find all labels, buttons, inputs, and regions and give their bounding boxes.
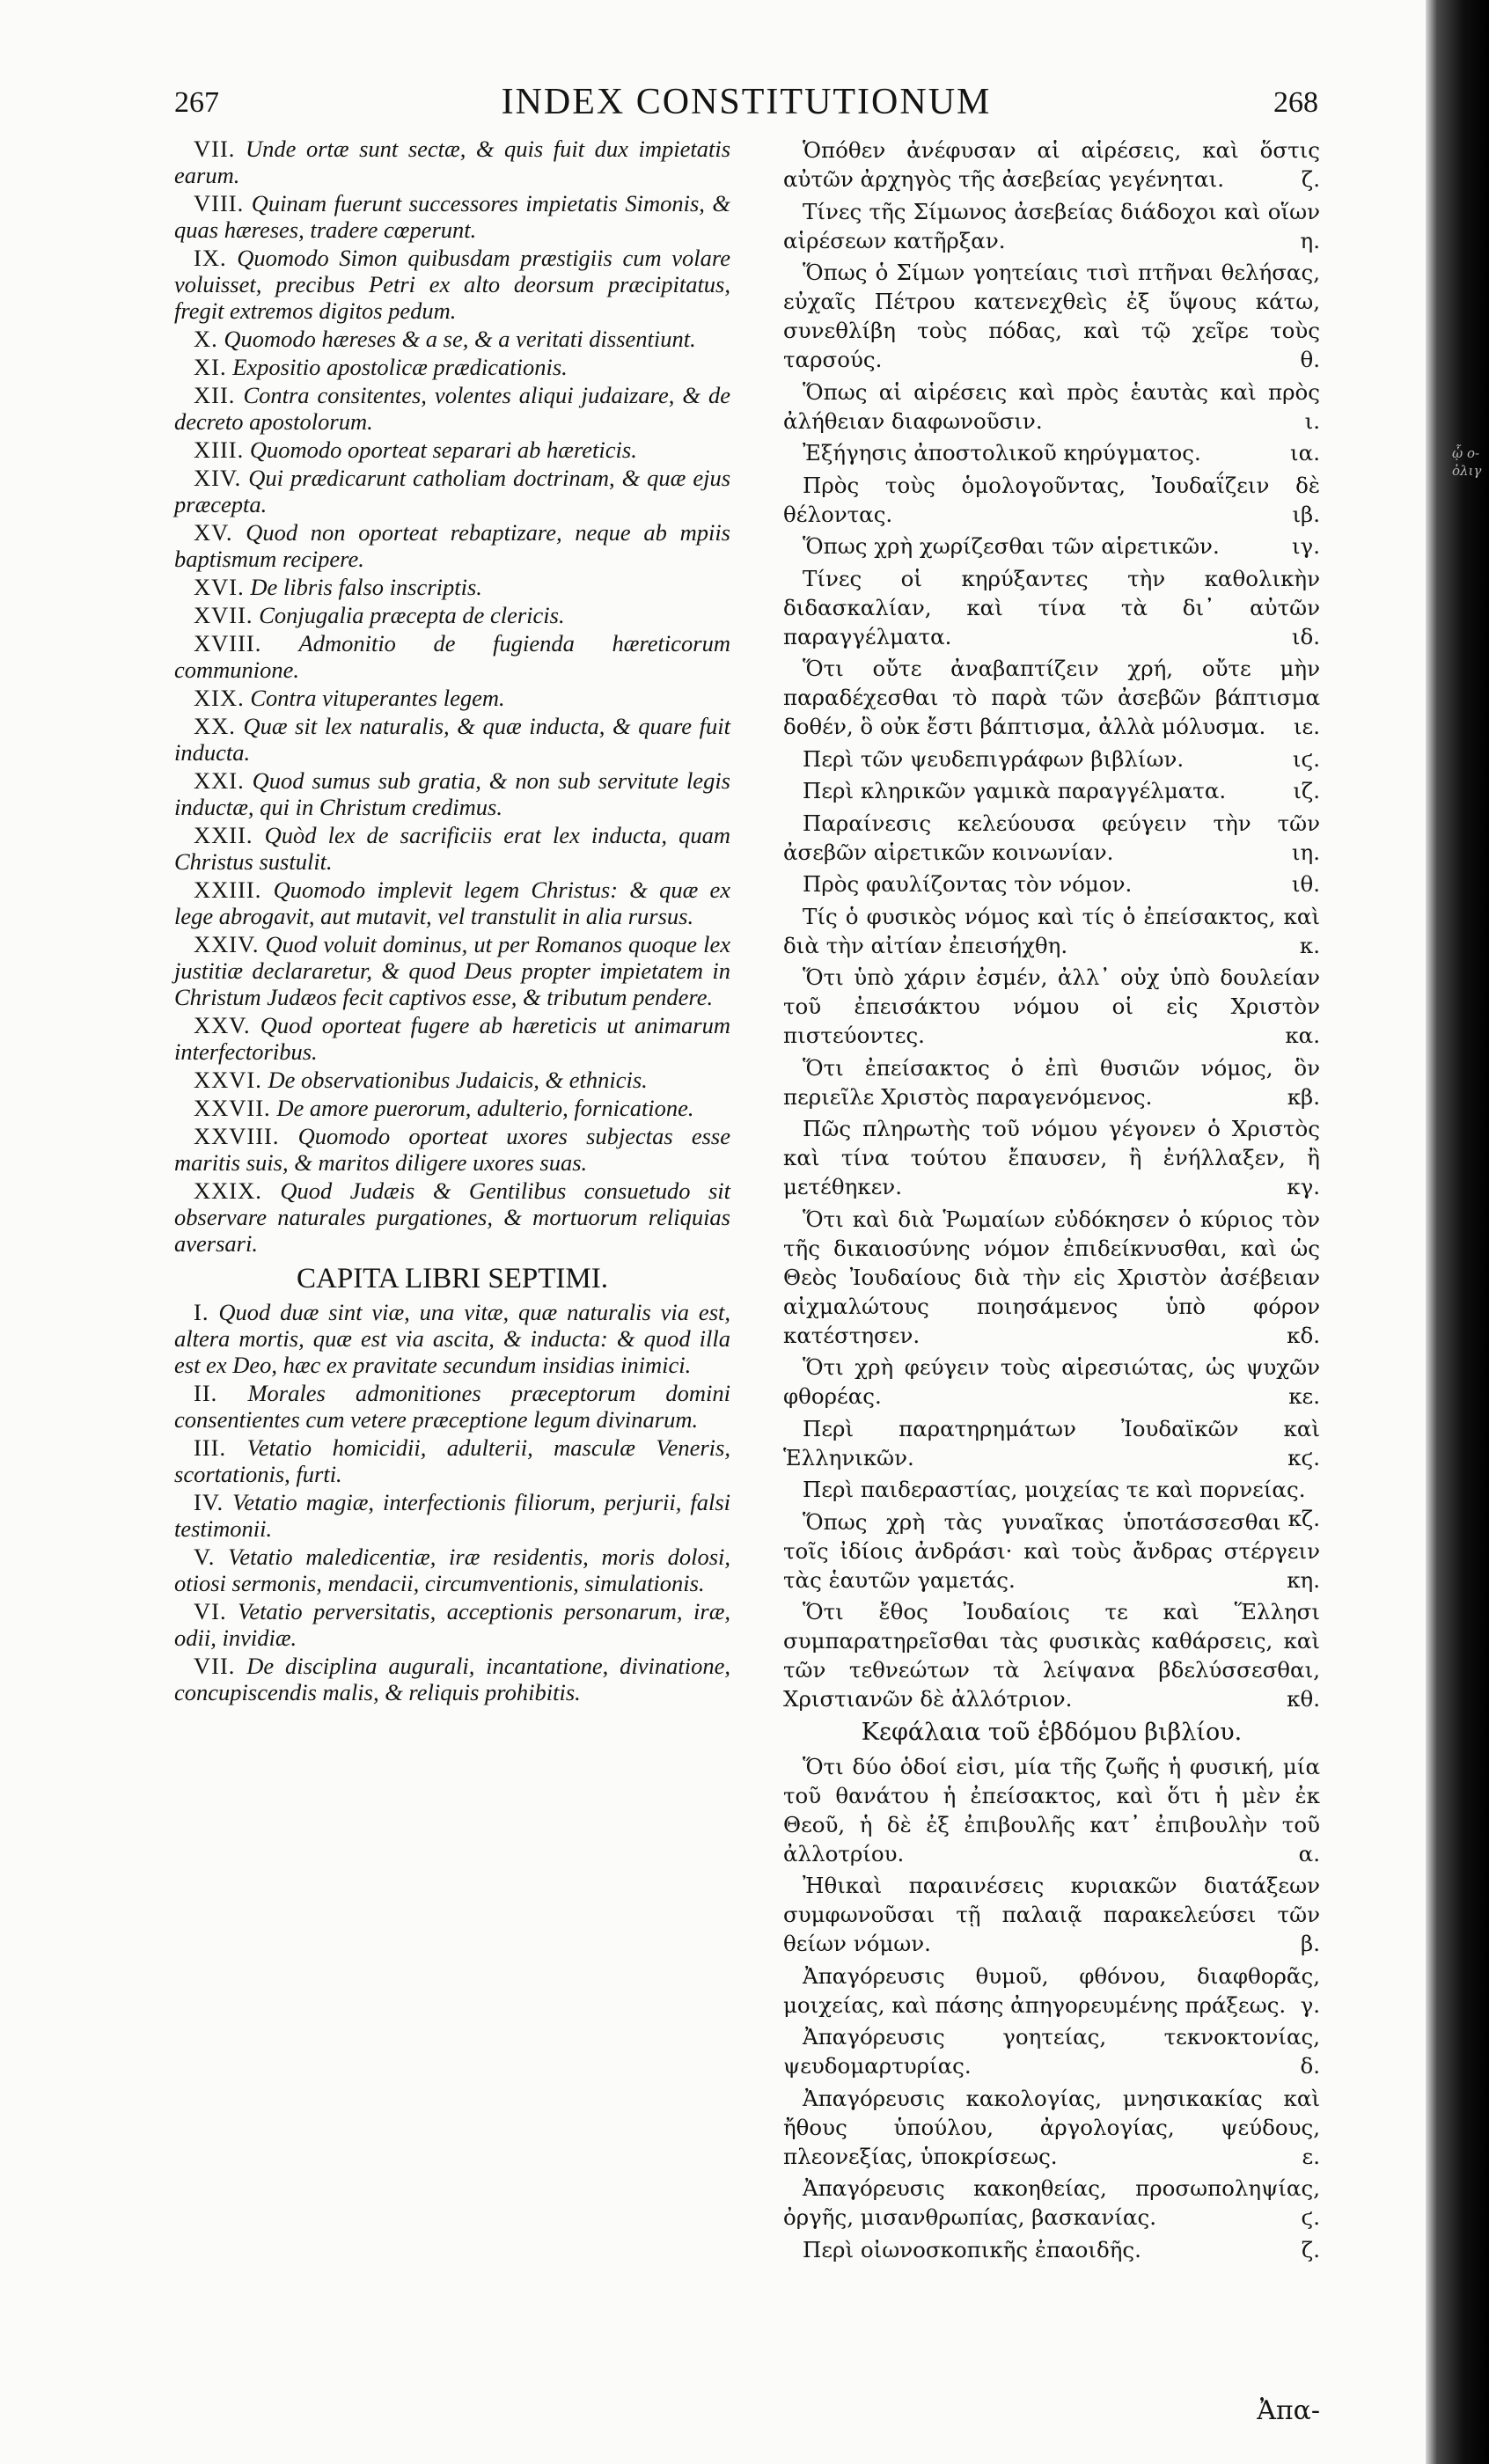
entry-text: Quod voluit dominus, ut per Romanos quoque lex justitiæ declararetur, & quod Deus propter impietatem in Christum Judæos fecit captivos esse, & tributum pendere. <box>174 931 731 1010</box>
entry-text: De observationibus Judaicis, & ethnicis. <box>268 1067 648 1093</box>
latin-entry <box>174 1653 730 1705</box>
entry-text: Qui prædicarunt catholiam doctrinam, & quæ ejus præcepta. <box>174 465 731 517</box>
entry-number: ιζ. <box>1293 778 1320 803</box>
entry-number: XXII. <box>194 822 253 848</box>
latin-entry <box>174 685 730 711</box>
greek-entry <box>783 258 1320 374</box>
greek-entry <box>783 1353 1320 1411</box>
entry-number: ε. <box>1302 2143 1320 2169</box>
entry-text: Quinam fuerunt successores impietatis Simonis, & quas hæreses, tradere cœperunt. <box>174 190 730 243</box>
entry-number: XX. <box>194 713 236 739</box>
entry-text: Conjugalia præcepta de clericis. <box>259 602 565 628</box>
greek-entry <box>783 197 1320 255</box>
entry-number: κβ. <box>1287 1083 1320 1110</box>
entry-number: ιδ. <box>1291 623 1320 649</box>
entry-number: V. <box>194 1544 216 1570</box>
entry-number: β. <box>1301 1931 1320 1956</box>
entry-number: X. <box>194 326 218 352</box>
entry-text: Ὁπόθεν ἀνέφυσαν αἱ αἱρέσεις, καὶ ὅστις αὐτῶν ἀρχηγὸς τῆς ἀσεβείας γεγένηται. <box>783 137 1320 192</box>
greek-entry <box>783 438 1320 467</box>
latin-column <box>174 136 730 1707</box>
latin-entry <box>174 1598 730 1651</box>
greek-entry <box>783 136 1320 194</box>
entry-text: Ὅπως αἱ αἱρέσεις καὶ πρὸς ἑαυτὰς καὶ πρὸς ἀλήθειαν διαφωνοῦσιν. <box>783 378 1320 434</box>
greek-entry <box>783 1053 1320 1111</box>
entry-number: κα. <box>1285 1023 1320 1048</box>
entry-number: XXI. <box>194 767 245 794</box>
entry-text: Vetatio maledicentiæ, iræ residentis, moris dolosi, otiosi sermonis, mendacii, circumventionis, simulationis. <box>174 1544 730 1596</box>
entry-text: Quòd lex de sacrificiis erat lex inducta, quam Christus sustulit. <box>174 822 731 875</box>
greek-entry <box>783 1752 1320 1868</box>
entry-text: Ὅτι καὶ διὰ Ῥωμαίων εὐδόκησεν ὁ κύριος τὸν τῆς δικαιοσύνης νόμον ἐπιδείκνυσθαι, καὶ ὡς Θεὸς Ἰουδαίους διὰ τὴν εἰς Χριστὸν ἀσέβειαν αἰχμαλώτους ποιησάμενος ὑπὸ φόρον κατέστησεν. <box>783 1206 1320 1348</box>
entry-text: Quod oporteat fugere ab hæreticis ut animarum interfectoribus. <box>174 1012 730 1065</box>
entry-text: Quomodo oporteat separari ab hæreticis. <box>249 436 637 463</box>
greek-entry <box>783 1414 1320 1472</box>
entry-number: XVIII. <box>194 630 262 656</box>
entry-number: XIII. <box>194 436 245 463</box>
entry-text: Ἀπαγόρευσις θυμοῦ, φθόνου, διαφθορᾶς, μοιχείας, καὶ πάσης ἀπηγορευμένης πράξεως. <box>783 1962 1320 2018</box>
latin-entry <box>174 1095 730 1121</box>
entry-number: XXIX. <box>194 1177 262 1204</box>
entry-number: XXVIII. <box>194 1123 280 1149</box>
latin-entry <box>174 1067 730 1093</box>
latin-entry <box>174 436 730 463</box>
latin-entry <box>174 354 730 380</box>
greek-entry <box>783 744 1320 774</box>
entry-number: ιε. <box>1293 714 1320 739</box>
entry-number: ζ. <box>1301 166 1320 192</box>
greek-entry <box>783 2022 1320 2080</box>
greek-entry <box>783 1475 1320 1531</box>
entry-text: Παραίνεσις κελεύουσα φεύγειν τὴν τῶν ἀσεβῶν αἱρετικῶν κοινωνίαν. <box>783 810 1320 865</box>
latin-entry <box>174 190 730 243</box>
entry-text: Ὅπως ὁ Σίμων γοητείαις τισὶ πτῆναι θελήσας, εὐχαῖς Πέτρου κατενεχθεὶς ἐξ ὕψους κάτω, συνεθλίβη τοὺς πόδας, καὶ τῷ χεῖρε τοὺς ταρσούς. <box>783 260 1320 372</box>
entry-number: ιγ. <box>1291 533 1320 559</box>
facing-page-edge <box>1426 0 1489 2464</box>
entry-number: α. <box>1298 1840 1320 1866</box>
entry-text: Vetatio perversitatis, acceptionis personarum, iræ, odii, invidiæ. <box>174 1598 730 1651</box>
latin-entry <box>174 326 730 352</box>
entry-number: XXVI. <box>194 1067 262 1093</box>
right-page-number: 268 <box>1273 86 1318 119</box>
entry-number: γ. <box>1300 1991 1320 2018</box>
entry-number: κθ. <box>1287 1686 1320 1712</box>
latin-entry <box>174 767 730 820</box>
greek-entry <box>783 471 1320 529</box>
latin-section-heading: CAPITA LIBRI SEPTIMI. <box>297 1263 608 1294</box>
latin-entry <box>174 519 730 572</box>
entry-text: Morales admonitiones præceptorum domini consentientes cum vetere præceptione legum divinarum. <box>174 1380 731 1433</box>
entry-text: Admonitio de fugienda hæreticorum communione. <box>174 630 730 683</box>
entry-text: Ἐξήγησις ἀποστολικοῦ κηρύγματος. <box>803 440 1201 466</box>
entry-text: Vetatio magiæ, interfectionis filiorum, perjurii, falsi testimonii. <box>174 1489 730 1542</box>
latin-entry <box>174 876 730 929</box>
entry-text: Ὅτι χρὴ φεύγειν τοὺς αἱρεσιώτας, ὡς ψυχῶν φθορέας. <box>783 1354 1320 1409</box>
entry-number: III. <box>194 1434 227 1461</box>
greek-entry <box>783 902 1320 960</box>
entry-text: Ὅτι ἔθος Ἰουδαίοις τε καὶ Ἕλλησι συμπαρατηρεῖσθαι τὰς φυσικὰς καθάρσεις, καὶ τῶν τεθνεώτων τὰ λείψανα βδελύσσεσθαι, Χριστιανῶν δὲ ἀλλότριον. <box>783 1599 1320 1712</box>
latin-entry <box>174 382 730 435</box>
entry-text: Unde ortæ sunt sectæ, & quis fuit dux impietatis earum. <box>174 136 731 188</box>
greek-section-heading: Κεφάλαια τοῦ ἑβδόμου βιβλίου. <box>861 1718 1243 1746</box>
entry-text: Quod duæ sint viæ, una vitæ, quæ naturalis via est, altera mortis, quæ est via ascita, & inducta: & quod illa est ex Deo, hæc ex pravitate secundum insidias inimici. <box>174 1299 730 1378</box>
entry-number: VII. <box>194 1653 236 1679</box>
entry-text: Ἠθικαὶ παραινέσεις κυριακῶν διατάξεων συμφωνοῦσαι τῇ παλαιᾷ παρακελεύσει τῶν θείων νόμων. <box>783 1873 1320 1956</box>
entry-number: θ. <box>1300 347 1320 372</box>
entry-text: Quomodo oporteat uxores subjectas esse maritis suis, & maritos diligere uxores suas. <box>174 1123 731 1176</box>
entry-text: Quod sumus sub gratia, & non sub servitute legis inductæ, qui in Christum credimus. <box>174 767 730 820</box>
entry-number: XI. <box>194 354 227 380</box>
entry-text: Ὅτι οὔτε ἀναβαπτίζειν χρή, οὔτε μὴν παραδέχεσθαι τὸ παρὰ τῶν ἀσεβῶν βάπτισμα δοθέν, ὃ οὐκ ἔστι βάπτισμα, ἀλλὰ μόλυσμα. <box>783 656 1320 739</box>
entry-number: η. <box>1300 227 1320 253</box>
entry-number: κε. <box>1288 1383 1320 1409</box>
entry-number: XXIII. <box>194 876 262 903</box>
entry-number: II. <box>194 1380 218 1406</box>
entry-number: XXIV. <box>194 931 260 957</box>
entry-number: VI. <box>194 1598 227 1624</box>
facing-page-bleed-text: ᾧ ο- ὀλιγ <box>1452 445 1482 479</box>
entry-text: Contra vituperantes legem. <box>250 685 505 711</box>
latin-entry <box>174 1012 730 1065</box>
entry-text: Ὅτι ἐπείσακτος ὁ ἐπὶ θυσιῶν νόμος, ὃν περιεῖλε Χριστὸς παραγενόμενος. <box>783 1054 1320 1110</box>
greek-entry <box>783 654 1320 741</box>
latin-entry <box>174 1380 730 1433</box>
entry-text: Quomodo implevit legem Christus: & quæ ex lege abrogavit, aut mutavit, vel transtulit in alia rursus. <box>174 876 731 929</box>
greek-entry <box>783 963 1320 1050</box>
greek-column <box>783 136 1320 2267</box>
entry-number: VII. <box>194 136 236 162</box>
latin-entry <box>174 822 730 875</box>
latin-entry <box>174 574 730 600</box>
entry-number: κϛ. <box>1287 1444 1320 1470</box>
latin-entries-book-seven <box>174 1299 730 1705</box>
greek-entry <box>783 1597 1320 1713</box>
greek-entry <box>783 378 1320 436</box>
latin-entry <box>174 1123 730 1176</box>
entry-number: κη. <box>1287 1566 1320 1593</box>
entry-number: ιβ. <box>1292 501 1320 527</box>
greek-entry <box>783 2235 1320 2264</box>
entry-text: Περὶ παρατηρημάτων Ἰουδαϊκῶν καὶ Ἑλληνικῶν. <box>783 1415 1320 1470</box>
entry-text: Contra consitentes, volentes aliqui judaizare, & de decreto apostolorum. <box>174 382 731 435</box>
entry-text: Ἀπαγόρευσις κακολογίας, μνησικακίας καὶ ἤθους ὑπούλου, ἀργολογίας, ψεύδους, πλεονεξίας, ὑποκρίσεως. <box>783 2085 1320 2169</box>
entry-number: κζ. <box>1287 1506 1320 1531</box>
entry-number: XII. <box>194 382 236 408</box>
entry-text: Πρὸς τοὺς ὁμολογοῦντας, Ἰουδαΐζειν δὲ θέλοντας. <box>783 472 1320 527</box>
greek-entry <box>783 869 1320 898</box>
entry-number: VIII. <box>194 190 245 216</box>
entry-number: XV. <box>194 519 233 546</box>
entry-number: IV. <box>194 1489 224 1515</box>
page-header <box>174 81 1318 130</box>
latin-entry <box>174 1299 730 1378</box>
entry-text: Quæ sit lex naturalis, & quæ inducta, & quare fuit inducta. <box>174 713 730 766</box>
entry-text: Expositio apostolicæ prædicationis. <box>232 354 568 380</box>
latin-entry <box>174 245 730 324</box>
entry-text: De disciplina augurali, incantatione, divinatione, concupiscendis malis, & reliquis prohibitis. <box>174 1653 730 1705</box>
entry-number: ιθ. <box>1291 871 1320 897</box>
entry-text: Quod Judæis & Gentilibus consuetudo sit observare naturales purgationes, & mortuorum reliquias aversari. <box>174 1177 731 1257</box>
entry-text: Ὅπως χρὴ τὰς γυναῖκας ὑποτάσσεσθαι τοῖς ἰδίοις ἀνδράσι· καὶ τοὺς ἄνδρας στέργειν τὰς ἑαυτῶν γαμετάς. <box>783 1508 1320 1593</box>
entry-number: ια. <box>1290 440 1320 466</box>
entry-number: ζ. <box>1301 2236 1320 2262</box>
latin-entry <box>174 1544 730 1596</box>
latin-entries <box>174 136 730 1257</box>
entry-text: Περὶ τῶν ψευδεπιγράφων βιβλίων. <box>803 745 1185 772</box>
entry-number: ιη. <box>1291 839 1320 865</box>
entry-text: Πῶς πληρωτὴς τοῦ νόμου γέγονεν ὁ Χριστὸς καὶ τίνα τούτου ἔπαυσεν, ἢ ἐνήλλαξεν, ἢ μετέθηκεν. <box>783 1116 1320 1199</box>
entry-text: Τίνες οἱ κηρύξαντες τὴν καθολικὴν διδασκαλίαν, καὶ τίνα τὰ δι᾽ αὐτῶν παραγγέλματα. <box>783 565 1320 649</box>
entry-number: ιϛ. <box>1292 745 1320 772</box>
greek-entry <box>783 1114 1320 1201</box>
entry-number: XIV. <box>194 465 242 491</box>
latin-entry <box>174 1489 730 1542</box>
entry-text: Πρὸς φαυλίζοντας τὸν νόμον. <box>803 871 1133 897</box>
left-page-number: 267 <box>174 86 219 119</box>
greek-entries <box>783 136 1320 1713</box>
entry-text: De libris falso inscriptis. <box>250 574 482 600</box>
greek-entry <box>783 532 1320 561</box>
entry-number: XVI. <box>194 574 245 600</box>
entry-text: Vetatio homicidii, adulterii, masculæ Veneris, scortationis, furti. <box>174 1434 730 1487</box>
entry-number: κγ. <box>1287 1174 1320 1199</box>
entry-number: κ. <box>1299 932 1320 958</box>
latin-entry <box>174 1434 730 1487</box>
entry-text: De amore puerorum, adulterio, fornicatione. <box>276 1095 694 1121</box>
entry-number: I. <box>194 1299 209 1325</box>
entry-number: XXV. <box>194 1012 251 1038</box>
latin-entry <box>174 713 730 766</box>
greek-entry <box>783 2174 1320 2232</box>
greek-entry <box>783 776 1320 805</box>
latin-entry <box>174 630 730 683</box>
entry-text: Ὅπως χρὴ χωρίζεσθαι τῶν αἱρετικῶν. <box>803 533 1220 559</box>
greek-entry <box>783 2084 1320 2171</box>
entry-text: Ὅτι δύο ὁδοί εἰσι, μία τῆς ζωῆς ἡ φυσική, μία τοῦ θανάτου ἡ ἐπείσακτος, καὶ ὅτι ἡ μὲν ἐκ Θεοῦ, ἡ δὲ ἐξ ἐπιβουλῆς κατ᾽ ἐπιβουλὴν τοῦ ἀλλοτρίου. <box>783 1753 1320 1866</box>
latin-entry <box>174 602 730 628</box>
greek-entry <box>783 1871 1320 1958</box>
entry-text: Ὅτι ὑπὸ χάριν ἐσμέν, ἀλλ᾽ οὐχ ὑπὸ δουλείαν τοῦ ἐπεισάκτου νόμου οἱ εἰς Χριστὸν πιστεύοντες. <box>783 964 1320 1048</box>
latin-entry <box>174 465 730 517</box>
greek-entry <box>783 1205 1320 1350</box>
entry-text: Περὶ οἰωνοσκοπικῆς ἐπαοιδῆς. <box>803 2236 1141 2262</box>
entry-number: XIX. <box>194 685 245 711</box>
latin-entry <box>174 1177 730 1257</box>
entry-number: ϛ. <box>1301 2204 1320 2230</box>
entry-number: ι. <box>1304 407 1320 434</box>
entry-text: Quod non oporteat rebaptizare, neque ab mpiis baptismum recipere. <box>174 519 730 572</box>
entry-number: κδ. <box>1287 1322 1320 1348</box>
entry-number: δ. <box>1300 2053 1320 2079</box>
entry-number: XVII. <box>194 602 253 628</box>
entry-text: Περὶ παιδεραστίας, μοιχείας τε καὶ πορνείας. <box>803 1477 1306 1502</box>
entry-text: Quomodo hæreses & a se, & a veritati dissentiunt. <box>224 326 696 352</box>
entry-text: Περὶ κληρικῶν γαμικὰ παραγγέλματα. <box>803 778 1227 803</box>
latin-entry <box>174 136 730 188</box>
entry-text: Ἀπαγόρευσις κακοηθείας, προσωποληψίας, ὀργῆς, μισανθρωπίας, βασκανίας. <box>783 2175 1320 2230</box>
greek-entries-book-seven <box>783 1752 1320 2264</box>
greek-entry <box>783 1507 1320 1595</box>
running-title: INDEX CONSTITUTIONUM <box>501 82 992 122</box>
entry-text: Quomodo Simon quibusdam præstigiis cum volare voluisset, precibus Petri ex alto deorsum præcipitatus, fregit extremos digitos pedum. <box>174 245 730 324</box>
entry-number: IX. <box>194 245 227 271</box>
entry-text: Τίς ὁ φυσικὸς νόμος καὶ τίς ὁ ἐπείσακτος, καὶ διὰ τὴν αἰτίαν ἐπεισήχθη. <box>783 903 1320 958</box>
greek-entry <box>783 809 1320 867</box>
greek-entry <box>783 1962 1320 2020</box>
catchword: Ἀπα- <box>1257 2395 1320 2426</box>
entry-number: XXVII. <box>194 1095 271 1121</box>
entry-text: Ἀπαγόρευσις γοητείας, τεκνοκτονίας, ψευδομαρτυρίας. <box>783 2024 1320 2079</box>
entry-text: Τίνες τῆς Σίμωνος ἀσεβείας διάδοχοι καὶ οἵων αἱρέσεων κατῆρξαν. <box>783 198 1320 253</box>
greek-entry <box>783 564 1320 651</box>
latin-entry <box>174 931 730 1010</box>
